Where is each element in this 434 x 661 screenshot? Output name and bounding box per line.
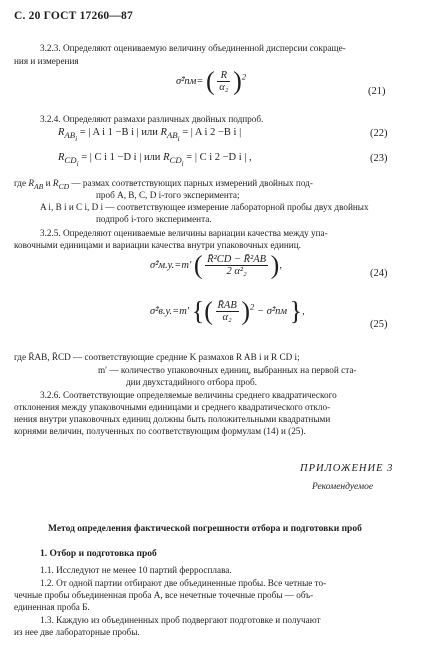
where-line2: проб A, B, C, D i-того эксперимента; (96, 190, 240, 200)
eq22-r1: R (58, 127, 65, 138)
para-1-3-line1: 1.3. Каждую из объединенных проб подвергают подготовке и получают (40, 615, 321, 625)
para-1-2-line2: чечные пробы объединенная проба А, все нечетные точечные пробы — объ- (14, 590, 314, 600)
where2-line1: где R̄AB, R̄CD — соответствующие средние K размахов R AB i и R CD i; (14, 352, 300, 362)
eq22-term2: = | A i 2 −B i | (182, 127, 242, 138)
eq21-exponent: 2 (241, 71, 247, 82)
method-title: Метод определения фактической погрешности отбора и подготовки проб (48, 524, 362, 534)
para-326-line2: отклонения между упаковочными единицами и среднего квадратического откло- (14, 402, 331, 412)
para-1-2-line1: 1.2. От одной партии отбирают две объединенные пробы. Все четные то- (40, 578, 327, 588)
para-323-line1: 3.2.3. Определяют оцениваемую величину объединенной дисперсии сокраще- (40, 43, 346, 53)
where-line3: A i, B i и C i, D i — соответствующее измерение лабораторной пробы двух двойных (40, 202, 369, 212)
page-header: С. 20 ГОСТ 17260—87 (14, 10, 133, 22)
para-1-2-line3: единенная проба Б. (14, 602, 90, 612)
eq23-r2: R (163, 152, 170, 163)
equation-23: $R_{CD_i}$ = | C i 1 −D i | или $R_{CD_i}$ = | C i 2 −D i | , (58, 152, 252, 168)
equation-21: σ̂²пм= ( $\frac{R}{\text{α₂}}$ )$^2$ (176, 66, 247, 96)
eq25-numerator: R̄AB (217, 300, 237, 311)
appendix-note: Рекомендуемое (312, 482, 374, 492)
eq21-lhs: σ̂²пм= (176, 75, 204, 87)
equation-23-number: (23) (370, 153, 388, 164)
para-325-line1: 3.2.5. Определяют оцениваемые величины вариации качества между упа- (40, 228, 328, 238)
appendix-title: ПРИЛОЖЕНИЕ 3 (300, 463, 394, 474)
eq24-denominator: 2 α²₂ (226, 266, 247, 277)
equation-25: σ̂²в.у.=m′ {( $\frac{R̄AB}{\text{α₂}}$ )$^2$ − σ̂²пм }, (150, 296, 305, 326)
section-1-title: 1. Отбор и подготовка проб (40, 549, 157, 559)
equation-24-number: (24) (370, 268, 388, 279)
equation-24: σ̂²м.у.=m′ ( $\frac{\text{R̄²CD − R̄²AB}}{\text{2 α²₂}}$ ), (150, 250, 282, 280)
eq23-r1: R (58, 152, 65, 163)
eq21-numerator: R (217, 70, 230, 82)
eq24-numerator: R̄²CD − R̄²AB (207, 254, 267, 265)
para-1-1: 1.1. Исследуют не менее 10 партий ферросплава. (40, 565, 232, 575)
para-326-line4: корнями величин, полученных по соответствующим формулам (14) и (25). (14, 426, 306, 436)
equation-22: $R_{AB_i}$ = | A i 1 −B i | или $R_{AB_i}$ = | A i 2 −B i | (58, 127, 242, 143)
para-326-line3: нения внутри упаковочных единиц должны быть положительными квадратными (14, 414, 331, 424)
equation-22-number: (22) (370, 128, 388, 139)
para-323-line2: ния и измерения (14, 56, 79, 66)
para-324: 3.2.4. Определяют размахи различных двойных подпроб. (40, 114, 264, 124)
equation-21-number: (21) (368, 86, 386, 97)
eq21-denominator: α₂ (219, 82, 229, 93)
para-325-line2: ковочными единицами и вариации качества внутри упаковочных единиц. (14, 240, 301, 250)
eq22-term1: = | A i 1 −B i | или (79, 127, 158, 138)
where2-line3: дии двухстадийного отбора проб. (126, 377, 257, 387)
eq24-lhs: σ̂²м.у.=m′ (150, 259, 192, 271)
where-line4: подпроб i-того эксперимента. (96, 214, 212, 224)
eq22-r2: R (160, 127, 167, 138)
eq25-lhs: σ̂²в.у.=m′ (150, 305, 190, 317)
eq23-term1: = | C i 1 −D i | или (81, 152, 161, 163)
where-line1: где $R_{AB}$ и $R_{CD}$ — размах соответствующих парных измерений двойных под- (14, 178, 313, 191)
where2-line2: m′ — количество упаковочных единиц, выбранных на первой ста- (98, 365, 357, 375)
eq23-term2: = | C i 2 −D i | , (186, 152, 252, 163)
equation-25-number: (25) (370, 319, 388, 330)
para-326-line1: 3.2.6. Соответствующие определяемые величины среднего квадратического (40, 390, 337, 400)
eq25-tail: − σ̂²пм (257, 305, 288, 317)
para-1-3-line2: из нее две лабораторные пробы. (14, 627, 140, 637)
eq25-denominator: α₂ (222, 312, 232, 323)
